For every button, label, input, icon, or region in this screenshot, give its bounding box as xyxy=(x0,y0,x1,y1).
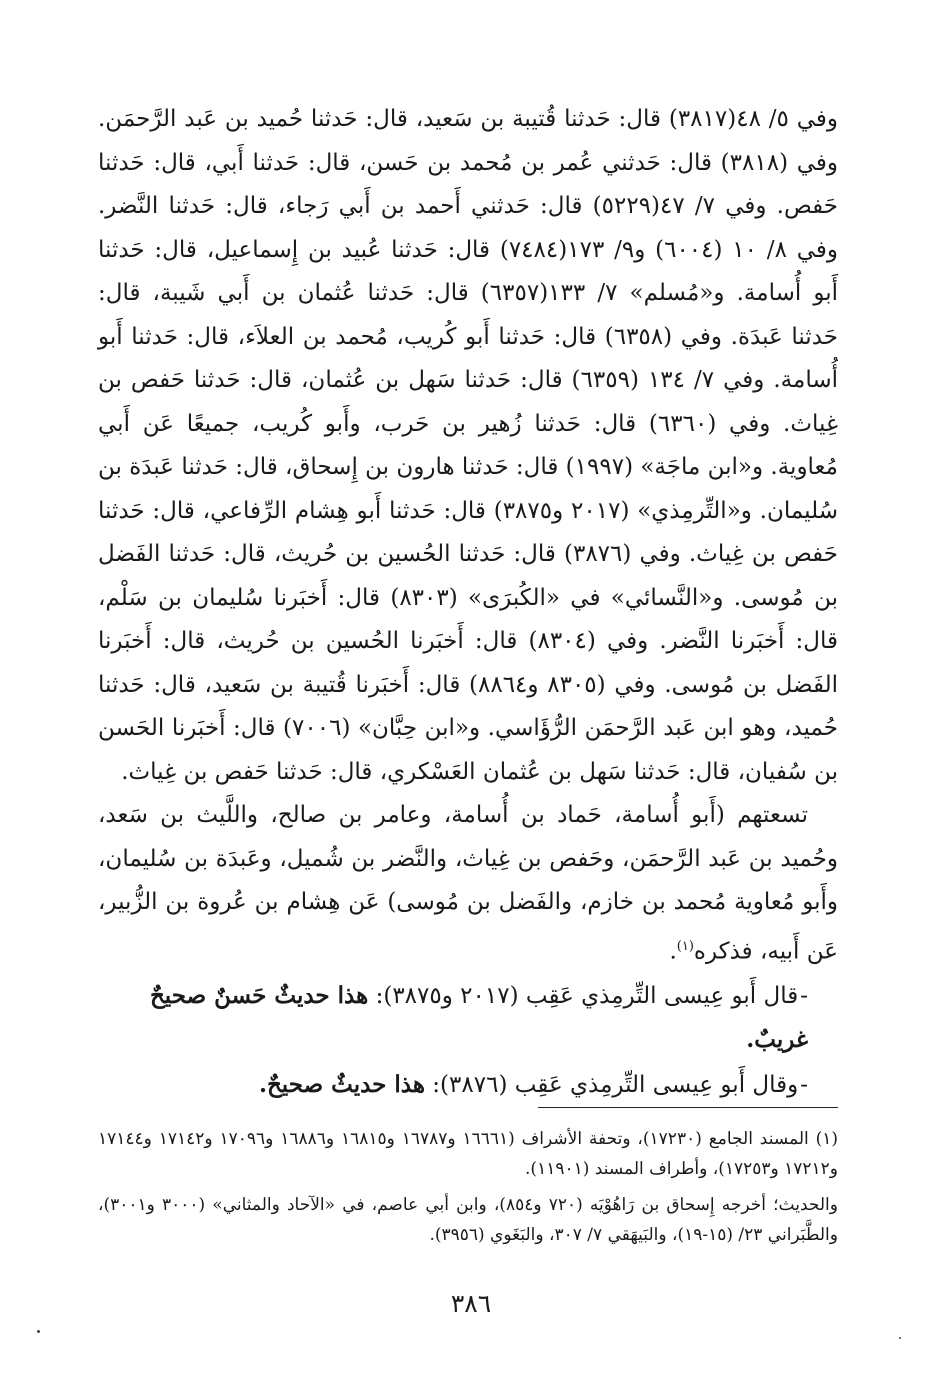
hadith-chain-paragraph: وفي ٥/ ٤٨(٣٨١٧) قال: حَدثنا قُتيبة بن سَعيد، قال: حَدثنا حُميد بن عَبد الرَّحمَن. وفي (٣٨١٨) قال: حَدثني عُمر بن مُحمد بن حَسن، قال: حَدثنا أَبي، قال: حَدثنا حَفص. وفي ٧/ ٤٧(٥٢٢٩) قال: حَدثني أَحمد بن أَبي رَجاء، قال: حَدثنا النَّضر. وفي ٨/ ١٠ (٦٠٠٤) و٩/ ١٧٣(٧٤٨٤) قال: حَدثنا عُبيد بن إِسماعيل، قال: حَدثنا أَبو أُسامة. و«مُسلم» ٧/ ١٣٣(٦٣٥٧) قال: حَدثنا عُثمان بن أَبي شَيبة، قال: حَدثنا عَبدَة. وفي (٦٣٥٨) قال: حَدثنا أَبو كُريب، مُحمد بن العلاَء، قال: حَدثنا أَبو أُسامة. وفي ٧/ ١٣٤ (٦٣٥٩) قال: حَدثنا سَهل بن عُثمان، قال: حَدثنا حَفص بن غِياث. وفي (٦٣٦٠) قال: حَدثنا زُهير بن حَرب، وأَبو كُريب، جميعًا عَن أَبي مُعاوية. و«ابن ماجَة» (١٩٩٧) قال: حَدثنا هارون بن إِسحاق، قال: حَدثنا عَبدَة بن سُليمان. و«التِّرمِذي» (٢٠١٧ و٣٨٧٥) قال: حَدثنا أَبو هِشام الرِّفاعي، قال: حَدثنا حَفص بن غِياث. وفي (٣٨٧٦) قال: حَدثنا الحُسين بن حُريث، قال: حَدثنا الفَضل بن مُوسى. و«النَّسائي» في «الكُبرَى» (٨٣٠٣) قال: أَخبَرنا سُليمان بن سَلْم، قال: أَخبَرنا النَّضر. وفي (٨٣٠٤) قال: أَخبَرنا الحُسين بن حُريث، قال: أَخبَرنا الفَضل بن مُوسى. وفي (٨٣٠٥ و٨٨٦٤) قال: أَخبَرنا قُتيبة بن سَعيد، قال: حَدثنا حُميد، وهو ابن عَبد الرَّحمَن الرُّؤَاسي. و«ابن حِبَّان» (٧٠٠٦) قال: أَخبَرنا الحَسن بن سُفيان، قال: حَدثنا سَهل بن عُثمان العَسْكري، قال: حَدثنا حَفص بن غِياث. xyxy=(98,106,839,785)
note-grading: هذا حديثٌ حَسنٌ صحيحٌ غريبٌ. xyxy=(149,981,808,1054)
scan-speck xyxy=(899,1337,901,1339)
page-number: ٣٨٦ xyxy=(450,1289,492,1318)
note-dash: - xyxy=(800,1071,808,1098)
footnote-marker: (١) xyxy=(676,938,694,954)
footnote-1: (١) المسند الجامع (١٧٢٣٠)، وتحفة الأشراف (١٦٦٦١ و١٦٧٨٧ و١٦٨١٥ و١٦٨٨٦ و١٧٠٩٦ و١٧١٤٢ و١٧١٤٤ و١٧٢١٢ و١٧٢٥٣)، وأطراف المسند (١١٩٠١). xyxy=(98,1129,839,1179)
summary-end: . xyxy=(669,938,677,965)
note-grading: هذا حديثٌ صحيحٌ. xyxy=(258,1070,425,1098)
scan-speck xyxy=(37,1330,40,1333)
main-text xyxy=(98,98,838,1107)
footnotes xyxy=(98,1124,838,1250)
summary-paragraph xyxy=(98,794,838,974)
footnote-2: والحديث؛ أخرجه إِسحاق بن رَاهُوْيَه (٧٢٠ و٨٥٤)، وابن أبي عاصم، في «الآحاد والمثاني» (٣٠٠٠ و٣٠٠١)، والطَّبَراني ٢٣/ (١٥-١٩)، والبَيهَقي ٧/ ٣٠٧، والبَغَوي (٣٩٥٦). xyxy=(98,1195,838,1245)
tirmidhi-note-1 xyxy=(98,974,838,1063)
footnote-separator xyxy=(538,1107,838,1108)
note-text: قال أَبو عِيسى التِّرمِذي عَقِب (٢٠١٧ و٣٨٧٥): xyxy=(368,982,799,1009)
summary-text: تسعتهم (أَبو أُسامة، حَماد بن أُسامة، وعامر بن صالح، واللَّيث بن سَعد، وحُميد بن عَبد الرَّحمَن، وحَفص بن غِياث، والنَّضر بن شُميل، وعَبدَة بن سُليمان، وأَبو مُعاوية مُحمد بن خازم، والفَضل بن مُوسى) عَن هِشام بن عُروة بن الزُّبير، عَن أَبيه، فذكره xyxy=(98,802,838,965)
note-text: وقال أَبو عِيسى التِّرمِذي عَقِب (٣٨٧٦): xyxy=(425,1071,799,1098)
tirmidhi-note-2 xyxy=(98,1063,838,1108)
note-dash: - xyxy=(800,982,808,1009)
